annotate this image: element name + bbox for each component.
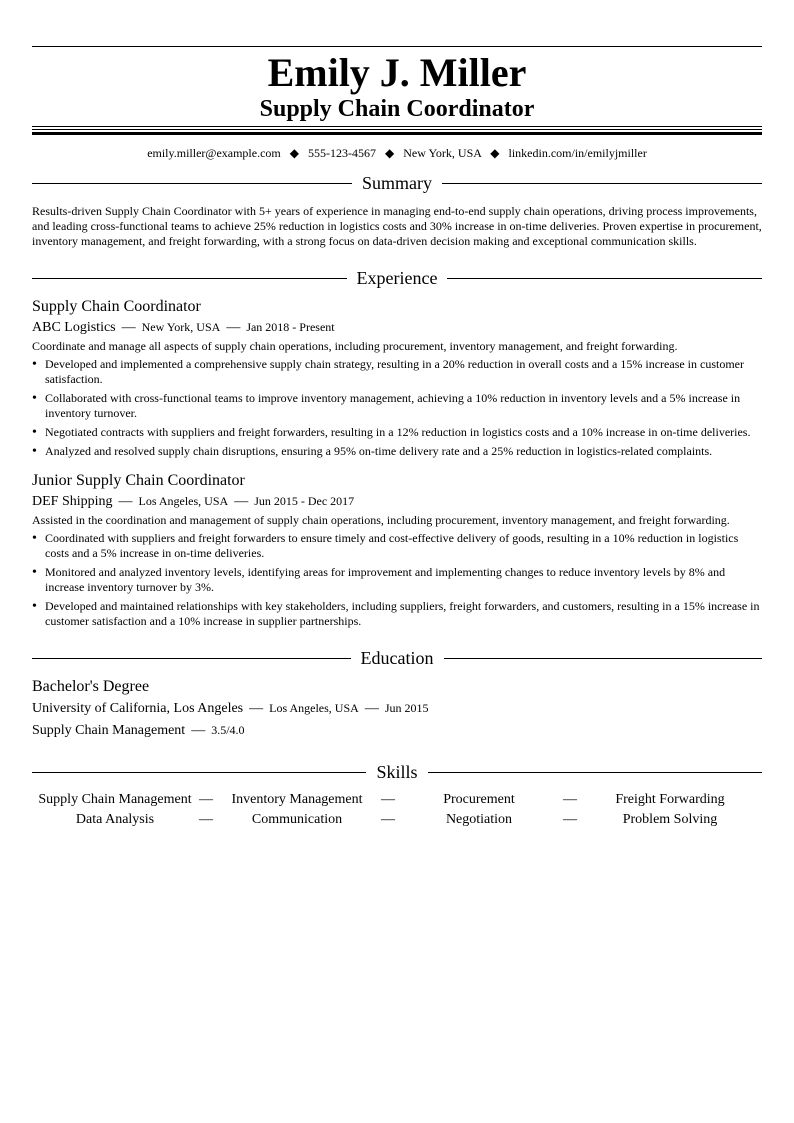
dash-separator: — [226, 320, 241, 335]
job-bullet: • Coordinated with suppliers and freight forwarders to ensure timely and cost-effective delivery of goods, resulting in a 10% reduction in logistics costs and a 5% increase in on-time deliveries. [32, 531, 739, 560]
header-rule-thick [32, 132, 762, 135]
skill-item: Problem Solving [622, 812, 718, 827]
section-rule-left [32, 772, 366, 773]
education-school: University of California, Los Angeles [32, 701, 244, 716]
diamond-separator-icon: ◆ [289, 146, 299, 160]
bullet-icon: • [32, 444, 37, 459]
skill-separator: — [381, 792, 395, 807]
contact-email[interactable]: emily.miller@example.com [147, 146, 281, 160]
section-rule-left [32, 658, 351, 659]
job-location: New York, USA [141, 320, 221, 334]
job-company: DEF Shipping [32, 494, 113, 509]
resume-page [32, 46, 762, 829]
bullet-icon: • [32, 391, 37, 406]
candidate-title: Supply Chain Coordinator [259, 96, 535, 122]
contact-location: New York, USA [403, 146, 482, 160]
skill-separator: — [563, 812, 577, 827]
dash-separator: — [249, 701, 264, 716]
bullet-icon: • [32, 599, 37, 614]
skill-separator: — [381, 812, 395, 827]
diamond-separator-icon: ◆ [385, 146, 395, 160]
dash-separator: — [234, 494, 249, 509]
job-bullet: • Developed and maintained relationships with key stakeholders, including suppliers, freight forwarders, and customers, resulting in a 15% increase in customer satisfaction and a 10% increase in supplier partnerships. [32, 599, 760, 628]
dash-separator: — [364, 701, 379, 716]
experience-entry [32, 471, 762, 629]
summary-heading: Summary [362, 173, 432, 193]
header-top-rule [32, 46, 762, 47]
skill-separator: — [199, 812, 213, 827]
bullet-icon: • [32, 531, 37, 546]
experience-section-header [32, 267, 762, 289]
skills-heading: Skills [376, 762, 418, 782]
job-description: Coordinate and manage all aspects of supply chain operations, including procurement, inventory management, and freight forwarding. [32, 339, 678, 353]
education-field: Supply Chain Management [32, 723, 186, 738]
section-rule-left [32, 278, 347, 279]
skill-item: Communication [251, 812, 343, 827]
skill-item: Supply Chain Management [38, 792, 192, 807]
dash-separator: — [121, 320, 136, 335]
job-bullet: • Developed and implemented a comprehensive supply chain strategy, resulting in a 20% reduction in overall costs and a 15% increase in customer satisfaction. [32, 357, 745, 386]
job-bullet: • Negotiated contracts with suppliers and freight forwarders, resulting in a 12% reduction in logistics costs and a 10% increase in on-time deliveries. [32, 425, 751, 440]
skills-grid [32, 791, 762, 829]
education-heading: Education [360, 648, 434, 668]
job-bullet: • Analyzed and resolved supply chain disruptions, ensuring a 95% on-time delivery rate and a 25% reduction in logistics-related complaints. [32, 444, 713, 459]
education-degree: Bachelor's Degree [32, 678, 150, 695]
summary-text: Results-driven Supply Chain Coordinator with 5+ years of experience in managing end-to-end supply chain operations, driving process improvements, and leading cross-functional teams to achieve 25% reduction in logistics costs and 30% increase in on-time deliveries. Proven expertise in procurement, inventory management, and freight forwarding, with a strong focus on data-driven decision making and exceptional communication skills. [32, 204, 762, 248]
contact-linkedin[interactable]: linkedin.com/in/emilyjmiller [508, 146, 647, 160]
bullet-icon: • [32, 357, 37, 372]
education-date: Jun 2015 [384, 701, 429, 715]
bullet-icon: • [32, 565, 37, 580]
experience-heading: Experience [356, 268, 438, 288]
dash-separator: — [118, 494, 133, 509]
header-rule-thin [32, 126, 762, 127]
education-section-header [32, 647, 762, 669]
job-bullets [32, 357, 762, 459]
skill-item: Inventory Management [231, 792, 363, 807]
education-gpa: 3.5/4.0 [211, 723, 245, 737]
experience-entry [32, 297, 762, 459]
education-school-line [32, 698, 762, 719]
job-bullets [32, 531, 762, 629]
summary-section-header [32, 172, 762, 194]
education-location: Los Angeles, USA [269, 701, 359, 715]
job-location: Los Angeles, USA [138, 494, 229, 508]
job-bullet: • Collaborated with cross-functional teams to improve inventory management, achieving a 10% reduction in inventory levels and a 5% increase in inventory turnover. [32, 391, 741, 420]
skill-item: Freight Forwarding [615, 792, 725, 807]
dash-separator: — [191, 723, 206, 738]
diamond-separator-icon: ◆ [490, 146, 500, 160]
candidate-name: Emily J. Miller [267, 50, 527, 95]
skill-separator: — [199, 792, 213, 807]
skill-separator: — [563, 792, 577, 807]
section-rule-right [444, 658, 763, 659]
section-rule-left [32, 183, 352, 184]
job-meta [32, 492, 762, 511]
contact-line [32, 146, 762, 160]
section-rule-right [447, 278, 762, 279]
skill-item: Procurement [443, 792, 515, 807]
education-field-line [32, 720, 762, 741]
job-meta [32, 318, 762, 337]
job-dates: Jun 2015 - Dec 2017 [254, 494, 355, 508]
job-bullet: • Monitored and analyzed inventory levels, identifying areas for improvement and implementing changes to reduce inventory levels by 8% and increase inventory turnover by 3%. [32, 565, 726, 594]
section-rule-right [442, 183, 762, 184]
job-dates: Jan 2018 - Present [246, 320, 335, 334]
job-title: Junior Supply Chain Coordinator [32, 472, 245, 489]
skill-item: Data Analysis [75, 812, 155, 827]
job-company: ABC Logistics [32, 320, 116, 335]
job-title: Supply Chain Coordinator [32, 298, 201, 315]
job-description: Assisted in the coordination and management of supply chain operations, including procurement, inventory management, and freight forwarding. [32, 513, 730, 527]
skills-section-header [32, 761, 762, 783]
bullet-icon: • [32, 425, 37, 440]
section-rule-right [428, 772, 762, 773]
header-rule-mid [32, 129, 762, 130]
contact-phone[interactable]: 555-123-4567 [308, 146, 376, 160]
skill-item: Negotiation [445, 812, 513, 827]
